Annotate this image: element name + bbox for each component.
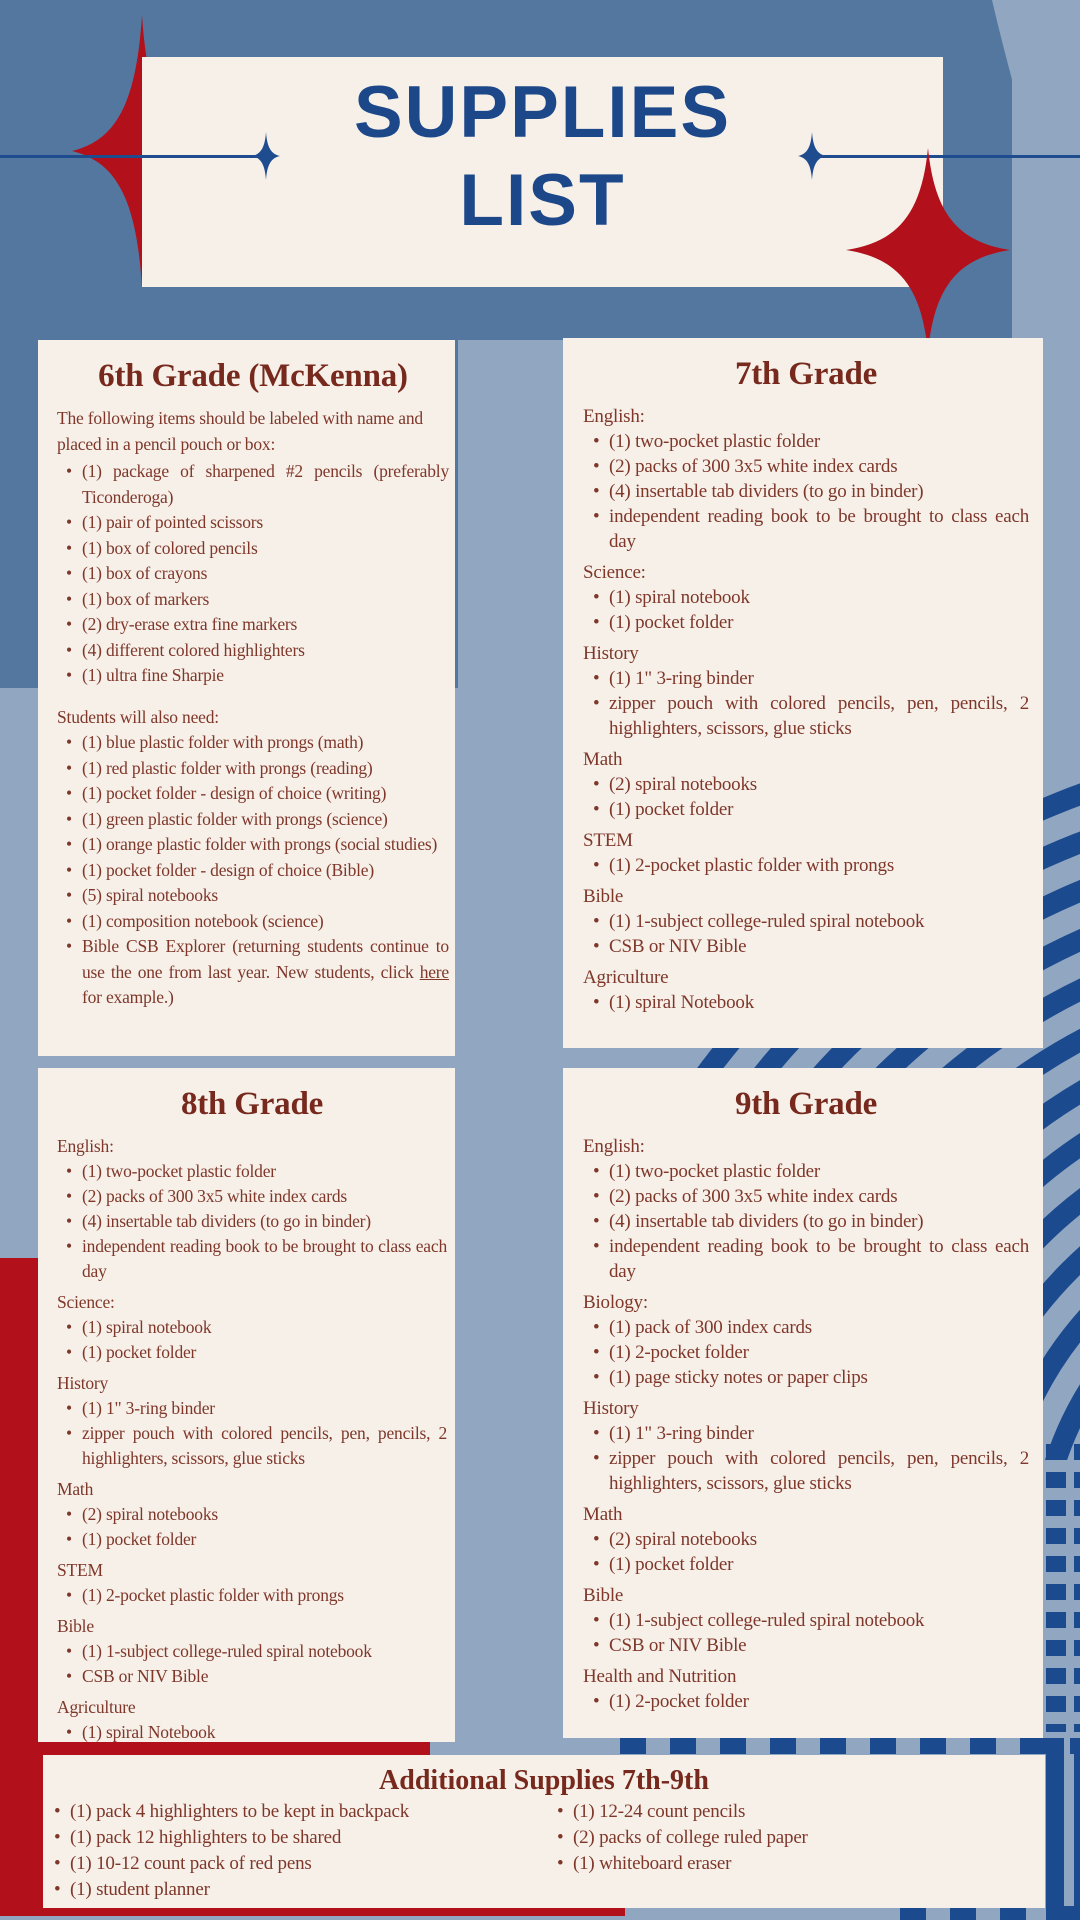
- list-item: • CSB or NIV Bible: [609, 1633, 1029, 1658]
- section-label: Bible: [583, 1585, 624, 1606]
- section-label: Science:: [57, 1292, 115, 1312]
- section-list: [57, 1396, 447, 1471]
- section-label: English:: [583, 1136, 645, 1157]
- section-list: [57, 1502, 447, 1552]
- navy-sparkle-icon: [252, 132, 280, 180]
- list-item: • independent reading book to be brought to class each day: [82, 1234, 447, 1284]
- section-list: [583, 909, 1029, 959]
- section-list: [583, 666, 1029, 741]
- list-item: • (2) packs of 300 3x5 white index cards: [82, 1184, 447, 1209]
- list-item: • (1) 1" 3-ring binder: [609, 1421, 1029, 1446]
- list-item: • (1) 10-12 count pack of red pens: [70, 1851, 543, 1877]
- grade6-heading: 6th Grade (McKenna): [98, 358, 408, 394]
- list-item: • (4) insertable tab dividers (to go in binder): [82, 1209, 447, 1234]
- bible-item-text: Bible CSB Explorer (returning students continue to use the one from last year. New students, click: [82, 936, 449, 982]
- list-item: • (1) pocket folder: [609, 797, 1029, 822]
- list-item: • (1) package of sharpened #2 pencils (preferably Ticonderoga): [82, 459, 449, 510]
- grade8-card: [38, 1068, 455, 1742]
- additional-left-column: [43, 1799, 543, 1903]
- list-item: • (1) 1" 3-ring binder: [609, 666, 1029, 691]
- list-item: • (1) pocket folder - design of choice (Bible): [82, 858, 449, 884]
- section-list: [583, 1527, 1029, 1577]
- section-list: [57, 1639, 447, 1689]
- list-item: • (1) pack of 300 index cards: [609, 1315, 1029, 1340]
- section-label: Health and Nutrition: [583, 1666, 737, 1687]
- section-label: Bible: [57, 1616, 94, 1636]
- list-item: • (4) insertable tab dividers (to go in binder): [609, 1209, 1029, 1234]
- vertical-dash-decoration: [1074, 1444, 1080, 1732]
- list-item: • (1) box of colored pencils: [82, 536, 449, 562]
- list-item: • (1) spiral notebook: [609, 585, 1029, 610]
- list-item: • independent reading book to be brought to class each day: [609, 1234, 1029, 1284]
- list-item: • (1) pair of pointed scissors: [82, 510, 449, 536]
- list-item: • (1) two-pocket plastic folder: [609, 1159, 1029, 1184]
- list-item: [82, 934, 449, 1011]
- list-item: • (1) pocket folder: [609, 610, 1029, 635]
- section-label: Agriculture: [57, 1697, 136, 1717]
- list-item: • (2) packs of 300 3x5 white index cards: [609, 1184, 1029, 1209]
- dash-row-decoration: [620, 1738, 1080, 1754]
- list-item: • (2) dry-erase extra fine markers: [82, 612, 449, 638]
- section-label: Biology:: [583, 1292, 648, 1313]
- list-item: • (1) whiteboard eraser: [573, 1851, 1045, 1877]
- grade6-card: [38, 340, 455, 1056]
- list-item: • (1) 1" 3-ring binder: [82, 1396, 447, 1421]
- section-list: [583, 853, 1029, 878]
- list-item: • (4) different colored highlighters: [82, 638, 449, 664]
- list-item: • (1) two-pocket plastic folder: [82, 1159, 447, 1184]
- list-item: • (1) pocket folder: [82, 1527, 447, 1552]
- section-list: [57, 1720, 447, 1742]
- additional-supplies-card: [43, 1755, 1045, 1908]
- grade6-pencil-pouch-list: [57, 459, 449, 689]
- list-item: • (1) two-pocket plastic folder: [609, 429, 1029, 454]
- list-item: • zipper pouch with colored pencils, pen, pencils, 2 highlighters, scissors, glue sticks: [82, 1421, 447, 1471]
- grade6-subhead: Students will also need:: [57, 706, 219, 727]
- section-list: [57, 1159, 447, 1284]
- list-item: • (1) 1-subject college-ruled spiral notebook: [82, 1639, 447, 1664]
- vertical-dash-decoration: [1046, 1444, 1066, 1732]
- additional-left-list: [70, 1799, 543, 1903]
- section-list: [583, 1315, 1029, 1390]
- section-label: History: [57, 1373, 109, 1393]
- section-label: Math: [583, 749, 623, 770]
- section-list: [583, 1689, 1029, 1714]
- here-link[interactable]: here: [419, 961, 449, 982]
- page-title: SUPPLIES LIST: [353, 72, 732, 241]
- list-item: • (1) composition notebook (science): [82, 909, 449, 935]
- grade6-intro: The following items should be labeled with name and placed in a pencil pouch or box:: [57, 408, 423, 454]
- list-item: • (1) box of crayons: [82, 561, 449, 587]
- section-label: Agriculture: [583, 967, 669, 988]
- section-label: English:: [57, 1136, 114, 1156]
- grade8-heading: 8th Grade: [180, 1086, 324, 1122]
- list-item: • (1) green plastic folder with prongs (science): [82, 807, 449, 833]
- section-label: Bible: [583, 886, 624, 907]
- list-item: • (1) 2-pocket folder: [609, 1689, 1029, 1714]
- list-item: • (1) student planner: [70, 1877, 543, 1903]
- section-list: [583, 585, 1029, 635]
- grade7-heading: 7th Grade: [734, 356, 878, 392]
- list-item: • (1) blue plastic folder with prongs (math): [82, 730, 449, 756]
- list-item: • (4) insertable tab dividers (to go in binder): [609, 479, 1029, 504]
- list-item: • (2) spiral notebooks: [609, 772, 1029, 797]
- additional-right-list: [573, 1799, 1045, 1877]
- list-item: • CSB or NIV Bible: [82, 1664, 447, 1689]
- red-sparkle-icon: [846, 148, 1010, 352]
- list-item: • (2) packs of 300 3x5 white index cards: [609, 454, 1029, 479]
- section-list: [583, 1421, 1029, 1496]
- section-label: Math: [583, 1504, 623, 1525]
- list-item: • (1) 2-pocket plastic folder with prongs: [82, 1583, 447, 1608]
- list-item: • (1) 1-subject college-ruled spiral notebook: [609, 909, 1029, 934]
- section-list: [583, 772, 1029, 822]
- list-item: • (2) spiral notebooks: [82, 1502, 447, 1527]
- additional-supplies-heading: Additional Supplies 7th-9th: [379, 1765, 709, 1796]
- list-item: • (1) ultra fine Sharpie: [82, 663, 449, 689]
- list-item: • (1) orange plastic folder with prongs (social studies): [82, 832, 449, 858]
- section-label: Math: [57, 1479, 94, 1499]
- list-item: • (1) 12-24 count pencils: [573, 1799, 1045, 1825]
- grade7-card: [563, 338, 1043, 1048]
- list-item: • (1) page sticky notes or paper clips: [609, 1365, 1029, 1390]
- list-item: • (1) spiral Notebook: [609, 990, 1029, 1015]
- vertical-bar-decoration: [1046, 1738, 1064, 1920]
- section-list: [57, 1583, 447, 1608]
- section-label: STEM: [583, 830, 633, 851]
- accent-line-left: [0, 155, 258, 158]
- list-item: • (1) spiral Notebook: [82, 1720, 447, 1742]
- list-item: • (1) box of markers: [82, 587, 449, 613]
- additional-right-column: [543, 1799, 1045, 1903]
- section-label: Science:: [583, 562, 646, 583]
- section-list: [583, 1159, 1029, 1284]
- list-item: • (1) pack 12 highlighters to be shared: [70, 1825, 543, 1851]
- list-item: • (1) pocket folder: [82, 1340, 447, 1365]
- section-list: [583, 429, 1029, 554]
- list-item: • (1) spiral notebook: [82, 1315, 447, 1340]
- list-item: • (1) pocket folder: [609, 1552, 1029, 1577]
- vertical-bar-decoration: [1074, 1738, 1080, 1920]
- additional-columns: [43, 1799, 1045, 1903]
- list-item: • (1) pocket folder - design of choice (writing): [82, 781, 449, 807]
- section-label: History: [583, 643, 639, 664]
- navy-sparkle-icon: [798, 132, 826, 180]
- grade9-heading: 9th Grade: [734, 1086, 878, 1122]
- section-list: [583, 990, 1029, 1015]
- list-item: • (2) spiral notebooks: [609, 1527, 1029, 1552]
- list-item: • (1) pack 4 highlighters to be kept in backpack: [70, 1799, 543, 1825]
- section-label: History: [583, 1398, 639, 1419]
- section-label: STEM: [57, 1560, 103, 1580]
- list-item: • (1) 1-subject college-ruled spiral notebook: [609, 1608, 1029, 1633]
- list-item: • (1) 2-pocket plastic folder with prongs: [609, 853, 1029, 878]
- list-item: • (2) packs of college ruled paper: [573, 1825, 1045, 1851]
- grade6-also-need-list: [57, 730, 449, 1011]
- list-item: • (5) spiral notebooks: [82, 883, 449, 909]
- section-label: English:: [583, 406, 645, 427]
- section-list: [583, 1608, 1029, 1658]
- list-item: • zipper pouch with colored pencils, pen, pencils, 2 highlighters, scissors, glue sticks: [609, 691, 1029, 741]
- list-item: • (1) 2-pocket folder: [609, 1340, 1029, 1365]
- bible-item-text: for example.): [82, 987, 174, 1007]
- grade9-card: [563, 1068, 1043, 1738]
- list-item: • (1) red plastic folder with prongs (reading): [82, 756, 449, 782]
- section-list: [57, 1315, 447, 1365]
- list-item: • CSB or NIV Bible: [609, 934, 1029, 959]
- list-item: • zipper pouch with colored pencils, pen, pencils, 2 highlighters, scissors, glue sticks: [609, 1446, 1029, 1496]
- list-item: • independent reading book to be brought to class each day: [609, 504, 1029, 554]
